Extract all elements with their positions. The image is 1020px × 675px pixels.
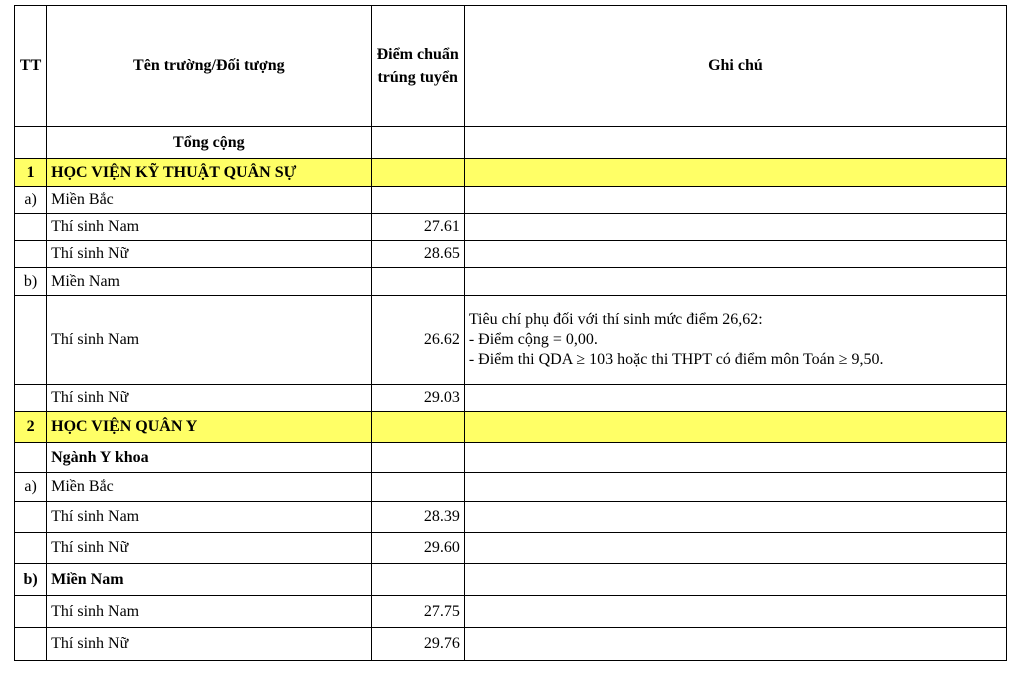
total-row — [15, 127, 1007, 159]
region-1a-index: a) — [15, 187, 47, 214]
section-2-name: HỌC VIỆN QUÂN Y — [47, 412, 371, 443]
header-score-line2: trúng tuyển — [377, 69, 458, 86]
table-row — [15, 241, 1007, 268]
table-row — [15, 443, 1007, 473]
candidate-label: Thí sinh Nam — [47, 596, 371, 628]
table-row — [15, 533, 1007, 564]
note-line: - Điểm cộng = 0,00. — [468, 331, 598, 348]
section-row-2 — [15, 412, 1007, 443]
total-label: Tổng cộng — [47, 127, 371, 159]
table-row — [15, 187, 1007, 214]
major-name: Ngành Y khoa — [47, 443, 371, 473]
section-1-number: 1 — [15, 159, 47, 187]
candidate-label: Thí sinh Nam — [47, 502, 371, 533]
header-note: Ghi chú — [464, 6, 1006, 127]
score-value: 27.75 — [371, 596, 464, 628]
admission-score-table — [14, 5, 1007, 661]
score-value: 29.76 — [371, 628, 464, 661]
candidate-label: Thí sinh Nữ — [47, 533, 371, 564]
table-row — [15, 296, 1007, 385]
table-row — [15, 214, 1007, 241]
region-2a-name: Miền Bắc — [47, 473, 371, 502]
header-row — [15, 6, 1007, 127]
region-1b-name: Miền Nam — [47, 268, 371, 296]
candidate-label: Thí sinh Nữ — [47, 241, 371, 268]
score-value: 27.61 — [371, 214, 464, 241]
region-2b-name: Miền Nam — [47, 564, 371, 596]
score-value: 29.03 — [371, 385, 464, 412]
candidate-label: Thí sinh Nam — [47, 214, 371, 241]
note-cell — [464, 296, 1006, 385]
section-2-number: 2 — [15, 412, 47, 443]
region-2b-index: b) — [15, 564, 47, 596]
candidate-label: Thí sinh Nam — [47, 296, 371, 385]
table-row — [15, 473, 1007, 502]
note-line: - Điểm thi QDA ≥ 103 hoặc thi THPT có điểm môn Toán ≥ 9,50. — [468, 351, 884, 368]
score-value: 26.62 — [371, 296, 464, 385]
score-value: 28.65 — [371, 241, 464, 268]
header-name: Tên trường/Đối tượng — [47, 6, 371, 127]
table-row — [15, 628, 1007, 661]
table-row — [15, 502, 1007, 533]
table-row — [15, 564, 1007, 596]
region-1a-name: Miền Bắc — [47, 187, 371, 214]
table-row — [15, 268, 1007, 296]
table-row — [15, 385, 1007, 412]
region-2a-index: a) — [15, 473, 47, 502]
candidate-label: Thí sinh Nữ — [47, 385, 371, 412]
region-1b-index: b) — [15, 268, 47, 296]
note-line: Tiêu chí phụ đối với thí sinh mức điểm 26,62: — [468, 311, 763, 328]
score-value: 29.60 — [371, 533, 464, 564]
header-score-line1: Điểm chuẩn — [376, 46, 459, 63]
score-value: 28.39 — [371, 502, 464, 533]
section-1-name: HỌC VIỆN KỸ THUẬT QUÂN SỰ — [47, 159, 371, 187]
header-score — [371, 6, 464, 127]
candidate-label: Thí sinh Nữ — [47, 628, 371, 661]
table-row — [15, 596, 1007, 628]
header-tt: TT — [15, 6, 47, 127]
section-row-1 — [15, 159, 1007, 187]
